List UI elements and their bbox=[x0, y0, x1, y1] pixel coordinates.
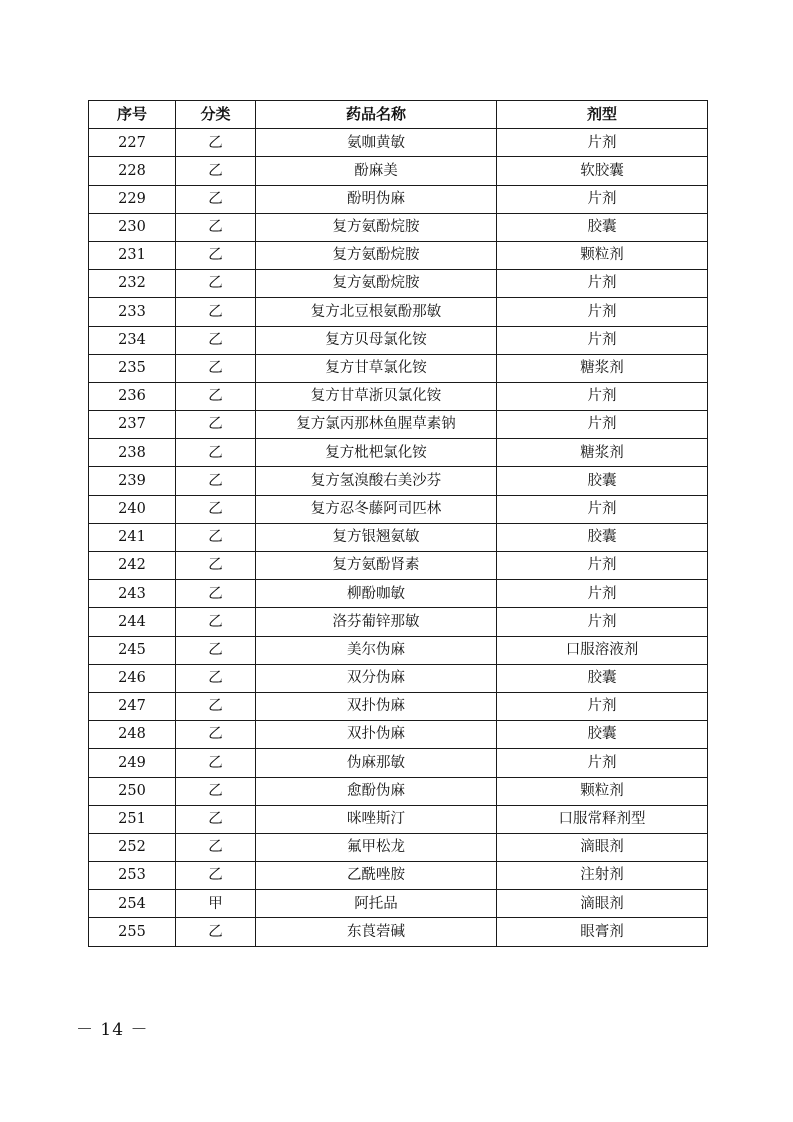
table-row bbox=[89, 805, 708, 833]
table-row bbox=[89, 326, 708, 354]
table-row bbox=[89, 552, 708, 580]
table-body bbox=[89, 129, 708, 946]
cell-dosage-form: 片剂 bbox=[497, 298, 708, 326]
cell-dosage-form: 胶囊 bbox=[497, 523, 708, 551]
cell-serial-number: 235 bbox=[89, 354, 176, 382]
cell-category: 乙 bbox=[176, 411, 256, 439]
header-dosage-form: 剂型 bbox=[497, 101, 708, 129]
header-category: 分类 bbox=[176, 101, 256, 129]
cell-category: 乙 bbox=[176, 270, 256, 298]
cell-dosage-form: 滴眼剂 bbox=[497, 890, 708, 918]
table-row bbox=[89, 890, 708, 918]
cell-serial-number: 228 bbox=[89, 157, 176, 185]
cell-serial-number: 233 bbox=[89, 298, 176, 326]
cell-category: 乙 bbox=[176, 636, 256, 664]
cell-drug-name: 阿托品 bbox=[256, 890, 497, 918]
cell-category: 乙 bbox=[176, 185, 256, 213]
cell-drug-name: 复方银翘氨敏 bbox=[256, 523, 497, 551]
cell-category: 乙 bbox=[176, 495, 256, 523]
cell-category: 乙 bbox=[176, 552, 256, 580]
table-row bbox=[89, 918, 708, 946]
cell-dosage-form: 颗粒剂 bbox=[497, 241, 708, 269]
cell-serial-number: 253 bbox=[89, 862, 176, 890]
cell-dosage-form: 片剂 bbox=[497, 270, 708, 298]
cell-drug-name: 氨咖黄敏 bbox=[256, 129, 497, 157]
cell-serial-number: 231 bbox=[89, 241, 176, 269]
table-row bbox=[89, 467, 708, 495]
cell-serial-number: 230 bbox=[89, 213, 176, 241]
cell-dosage-form: 片剂 bbox=[497, 411, 708, 439]
cell-category: 乙 bbox=[176, 382, 256, 410]
cell-dosage-form: 颗粒剂 bbox=[497, 777, 708, 805]
cell-dosage-form: 胶囊 bbox=[497, 467, 708, 495]
cell-serial-number: 236 bbox=[89, 382, 176, 410]
cell-dosage-form: 片剂 bbox=[497, 185, 708, 213]
table-row bbox=[89, 721, 708, 749]
cell-category: 乙 bbox=[176, 354, 256, 382]
cell-dosage-form: 软胶囊 bbox=[497, 157, 708, 185]
cell-dosage-form: 口服常释剂型 bbox=[497, 805, 708, 833]
cell-drug-name: 双分伪麻 bbox=[256, 664, 497, 692]
cell-serial-number: 246 bbox=[89, 664, 176, 692]
table-row bbox=[89, 270, 708, 298]
cell-drug-name: 愈酚伪麻 bbox=[256, 777, 497, 805]
cell-drug-name: 复方甘草氯化铵 bbox=[256, 354, 497, 382]
header-serial-number: 序号 bbox=[89, 101, 176, 129]
cell-drug-name: 复方氨酚烷胺 bbox=[256, 270, 497, 298]
cell-dosage-form: 片剂 bbox=[497, 749, 708, 777]
cell-drug-name: 东莨菪碱 bbox=[256, 918, 497, 946]
cell-serial-number: 232 bbox=[89, 270, 176, 298]
cell-category: 乙 bbox=[176, 777, 256, 805]
cell-category: 乙 bbox=[176, 805, 256, 833]
cell-serial-number: 254 bbox=[89, 890, 176, 918]
cell-serial-number: 242 bbox=[89, 552, 176, 580]
cell-category: 乙 bbox=[176, 439, 256, 467]
cell-serial-number: 248 bbox=[89, 721, 176, 749]
table-row bbox=[89, 495, 708, 523]
table-row bbox=[89, 608, 708, 636]
table-header bbox=[89, 101, 708, 129]
cell-dosage-form: 糖浆剂 bbox=[497, 354, 708, 382]
cell-drug-name: 双扑伪麻 bbox=[256, 692, 497, 720]
cell-serial-number: 251 bbox=[89, 805, 176, 833]
page-number: － 14 － bbox=[76, 1020, 149, 1040]
table-row bbox=[89, 213, 708, 241]
cell-category: 乙 bbox=[176, 918, 256, 946]
cell-drug-name: 复方氨酚肾素 bbox=[256, 552, 497, 580]
cell-dosage-form: 胶囊 bbox=[497, 721, 708, 749]
table-row bbox=[89, 241, 708, 269]
cell-dosage-form: 片剂 bbox=[497, 580, 708, 608]
table-row bbox=[89, 298, 708, 326]
cell-dosage-form: 片剂 bbox=[497, 382, 708, 410]
cell-category: 乙 bbox=[176, 692, 256, 720]
cell-drug-name: 复方氯丙那林鱼腥草素钠 bbox=[256, 411, 497, 439]
table-row bbox=[89, 636, 708, 664]
cell-dosage-form: 片剂 bbox=[497, 692, 708, 720]
cell-dosage-form: 口服溶液剂 bbox=[497, 636, 708, 664]
cell-category: 乙 bbox=[176, 523, 256, 551]
table-row bbox=[89, 749, 708, 777]
cell-serial-number: 245 bbox=[89, 636, 176, 664]
cell-category: 乙 bbox=[176, 213, 256, 241]
table-row bbox=[89, 580, 708, 608]
cell-serial-number: 241 bbox=[89, 523, 176, 551]
table-row bbox=[89, 664, 708, 692]
cell-dosage-form: 片剂 bbox=[497, 326, 708, 354]
cell-category: 乙 bbox=[176, 862, 256, 890]
cell-serial-number: 239 bbox=[89, 467, 176, 495]
cell-dosage-form: 片剂 bbox=[497, 608, 708, 636]
cell-category: 乙 bbox=[176, 664, 256, 692]
cell-dosage-form: 滴眼剂 bbox=[497, 833, 708, 861]
cell-drug-name: 复方氨酚烷胺 bbox=[256, 241, 497, 269]
table-row bbox=[89, 185, 708, 213]
cell-serial-number: 250 bbox=[89, 777, 176, 805]
cell-serial-number: 240 bbox=[89, 495, 176, 523]
cell-serial-number: 234 bbox=[89, 326, 176, 354]
cell-drug-name: 氟甲松龙 bbox=[256, 833, 497, 861]
table-row bbox=[89, 523, 708, 551]
cell-category: 乙 bbox=[176, 241, 256, 269]
cell-category: 乙 bbox=[176, 157, 256, 185]
table-row bbox=[89, 777, 708, 805]
cell-serial-number: 238 bbox=[89, 439, 176, 467]
cell-category: 乙 bbox=[176, 298, 256, 326]
cell-drug-name: 柳酚咖敏 bbox=[256, 580, 497, 608]
table-row bbox=[89, 157, 708, 185]
cell-category: 乙 bbox=[176, 749, 256, 777]
cell-drug-name: 酚明伪麻 bbox=[256, 185, 497, 213]
cell-serial-number: 252 bbox=[89, 833, 176, 861]
cell-dosage-form: 片剂 bbox=[497, 552, 708, 580]
cell-drug-name: 复方枇杷氯化铵 bbox=[256, 439, 497, 467]
cell-serial-number: 247 bbox=[89, 692, 176, 720]
cell-dosage-form: 胶囊 bbox=[497, 664, 708, 692]
table-row bbox=[89, 411, 708, 439]
cell-dosage-form: 眼膏剂 bbox=[497, 918, 708, 946]
table-row bbox=[89, 862, 708, 890]
cell-serial-number: 227 bbox=[89, 129, 176, 157]
cell-drug-name: 复方氢溴酸右美沙芬 bbox=[256, 467, 497, 495]
cell-category: 乙 bbox=[176, 129, 256, 157]
cell-drug-name: 复方甘草浙贝氯化铵 bbox=[256, 382, 497, 410]
table-row bbox=[89, 382, 708, 410]
cell-drug-name: 乙酰唑胺 bbox=[256, 862, 497, 890]
cell-serial-number: 237 bbox=[89, 411, 176, 439]
cell-category: 乙 bbox=[176, 833, 256, 861]
cell-dosage-form: 糖浆剂 bbox=[497, 439, 708, 467]
cell-drug-name: 美尔伪麻 bbox=[256, 636, 497, 664]
cell-drug-name: 复方氨酚烷胺 bbox=[256, 213, 497, 241]
cell-dosage-form: 胶囊 bbox=[497, 213, 708, 241]
table-row bbox=[89, 692, 708, 720]
cell-drug-name: 伪麻那敏 bbox=[256, 749, 497, 777]
cell-serial-number: 249 bbox=[89, 749, 176, 777]
cell-drug-name: 咪唑斯汀 bbox=[256, 805, 497, 833]
cell-dosage-form: 片剂 bbox=[497, 495, 708, 523]
cell-category: 乙 bbox=[176, 467, 256, 495]
drug-list-table bbox=[88, 100, 708, 947]
header-row bbox=[89, 101, 708, 129]
cell-dosage-form: 注射剂 bbox=[497, 862, 708, 890]
cell-serial-number: 255 bbox=[89, 918, 176, 946]
table-row bbox=[89, 833, 708, 861]
cell-dosage-form: 片剂 bbox=[497, 129, 708, 157]
cell-category: 甲 bbox=[176, 890, 256, 918]
table-row bbox=[89, 129, 708, 157]
cell-serial-number: 243 bbox=[89, 580, 176, 608]
header-drug-name: 药品名称 bbox=[256, 101, 497, 129]
cell-drug-name: 洛芬葡锌那敏 bbox=[256, 608, 497, 636]
cell-category: 乙 bbox=[176, 721, 256, 749]
table-row bbox=[89, 439, 708, 467]
cell-category: 乙 bbox=[176, 608, 256, 636]
cell-category: 乙 bbox=[176, 580, 256, 608]
cell-category: 乙 bbox=[176, 326, 256, 354]
cell-drug-name: 复方忍冬藤阿司匹林 bbox=[256, 495, 497, 523]
cell-drug-name: 酚麻美 bbox=[256, 157, 497, 185]
cell-drug-name: 复方北豆根氨酚那敏 bbox=[256, 298, 497, 326]
cell-serial-number: 229 bbox=[89, 185, 176, 213]
cell-drug-name: 复方贝母氯化铵 bbox=[256, 326, 497, 354]
table-row bbox=[89, 354, 708, 382]
cell-drug-name: 双扑伪麻 bbox=[256, 721, 497, 749]
cell-serial-number: 244 bbox=[89, 608, 176, 636]
